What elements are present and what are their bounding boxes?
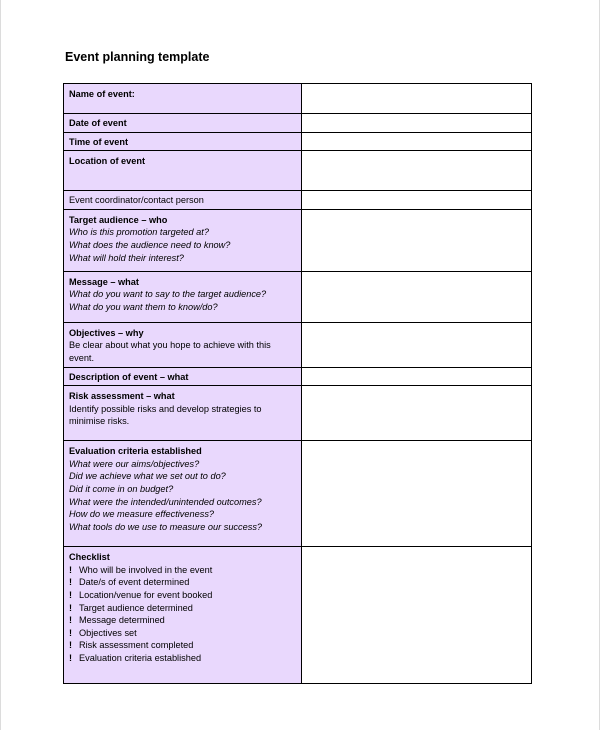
prompt-question: What tools do we use to measure our success? xyxy=(69,521,263,532)
row-heading: Objectives – why xyxy=(69,327,144,338)
row-heading: Checklist xyxy=(69,552,110,563)
row-label: Event coordinator/contact person xyxy=(69,195,204,206)
row-heading: Date of event xyxy=(69,118,127,128)
checklist-item: ! Message determined xyxy=(69,615,165,626)
label-cell xyxy=(64,386,302,441)
table-row xyxy=(64,322,532,367)
evaluation-criteria-field[interactable] xyxy=(302,441,532,547)
prompt-question: Did we achieve what we set out to do? xyxy=(69,471,226,482)
label-cell xyxy=(64,191,302,210)
row-description: Identify possible risks and develop strategies to xyxy=(69,403,262,414)
checklist-bullet-icon: ! xyxy=(69,564,72,575)
label-cell xyxy=(64,84,302,114)
checklist-bullet-icon: ! xyxy=(69,577,72,588)
label-cell xyxy=(64,322,302,367)
prompt-question: What do you want to say to the target audience? xyxy=(69,289,267,300)
table-row xyxy=(64,386,532,441)
time-of-event-field[interactable] xyxy=(302,132,532,151)
label-cell xyxy=(64,441,302,547)
prompt-question: What were the intended/unintended outcomes? xyxy=(69,496,262,507)
table-row xyxy=(64,114,532,133)
checklist-item: ! Objectives set xyxy=(69,627,137,638)
row-heading: Time of event xyxy=(69,136,129,147)
prompt-question: How do we measure effectiveness? xyxy=(69,509,215,520)
checklist-bullet-icon: ! xyxy=(69,589,72,600)
row-heading: Evaluation criteria established xyxy=(69,446,202,457)
checklist-bullet-icon: ! xyxy=(69,627,72,638)
prompt-question: Who is this promotion targeted at? xyxy=(69,227,209,238)
checklist-field[interactable] xyxy=(302,547,532,684)
prompt-question: What do you want them to know/do? xyxy=(69,301,218,312)
row-heading: Name of event: xyxy=(69,89,135,99)
event-planning-table xyxy=(63,83,532,684)
table-row xyxy=(64,151,532,191)
label-cell xyxy=(64,271,302,322)
checklist-bullet-icon: ! xyxy=(69,602,72,613)
name-of-event-field[interactable] xyxy=(302,84,532,114)
checklist-bullet-icon: ! xyxy=(69,652,72,663)
label-cell xyxy=(64,132,302,151)
table-row xyxy=(64,191,532,210)
prompt-question: What were our aims/objectives? xyxy=(69,458,200,469)
row-heading: Target audience – who xyxy=(69,214,168,225)
prompt-question: What will hold their interest? xyxy=(69,252,184,263)
prompt-question: Did it come in on budget? xyxy=(69,483,174,494)
row-heading: Description of event – what xyxy=(69,371,189,382)
table-row xyxy=(64,441,532,547)
prompt-question: What does the audience need to know? xyxy=(69,239,231,250)
checklist-item: ! Target audience determined xyxy=(69,602,193,613)
location-of-event-field[interactable] xyxy=(302,151,532,191)
checklist-item: ! Who will be involved in the event xyxy=(69,564,213,575)
checklist-item: ! Location/venue for event booked xyxy=(69,589,213,600)
label-cell xyxy=(64,547,302,684)
table-row xyxy=(64,271,532,322)
table-row xyxy=(64,209,532,271)
checklist-item: ! Evaluation criteria established xyxy=(69,652,202,663)
checklist-bullet-icon: ! xyxy=(69,615,72,626)
document-title: Event planning template xyxy=(65,50,210,64)
checklist-bullet-icon: ! xyxy=(69,640,72,651)
event-coordinator-field[interactable] xyxy=(302,191,532,210)
table-row xyxy=(64,367,532,386)
row-heading: Location of event xyxy=(69,156,146,167)
checklist-item: ! Risk assessment completed xyxy=(69,640,194,651)
objectives-field[interactable] xyxy=(302,322,532,367)
row-description: Be clear about what you hope to achieve with this event. xyxy=(69,340,271,363)
label-cell xyxy=(64,114,302,133)
table-row xyxy=(64,84,532,114)
label-cell xyxy=(64,209,302,271)
row-description: minimise risks. xyxy=(69,416,130,427)
date-of-event-field[interactable] xyxy=(302,114,532,133)
row-heading: Risk assessment – what xyxy=(69,391,175,402)
risk-assessment-field[interactable] xyxy=(302,386,532,441)
message-field[interactable] xyxy=(302,271,532,322)
row-heading: Message – what xyxy=(69,276,139,287)
table-row xyxy=(64,132,532,151)
label-cell xyxy=(64,367,302,386)
description-of-event-field[interactable] xyxy=(302,367,532,386)
target-audience-field[interactable] xyxy=(302,209,532,271)
label-cell xyxy=(64,151,302,191)
checklist-item: ! Date/s of event determined xyxy=(69,577,190,588)
table-row xyxy=(64,547,532,684)
